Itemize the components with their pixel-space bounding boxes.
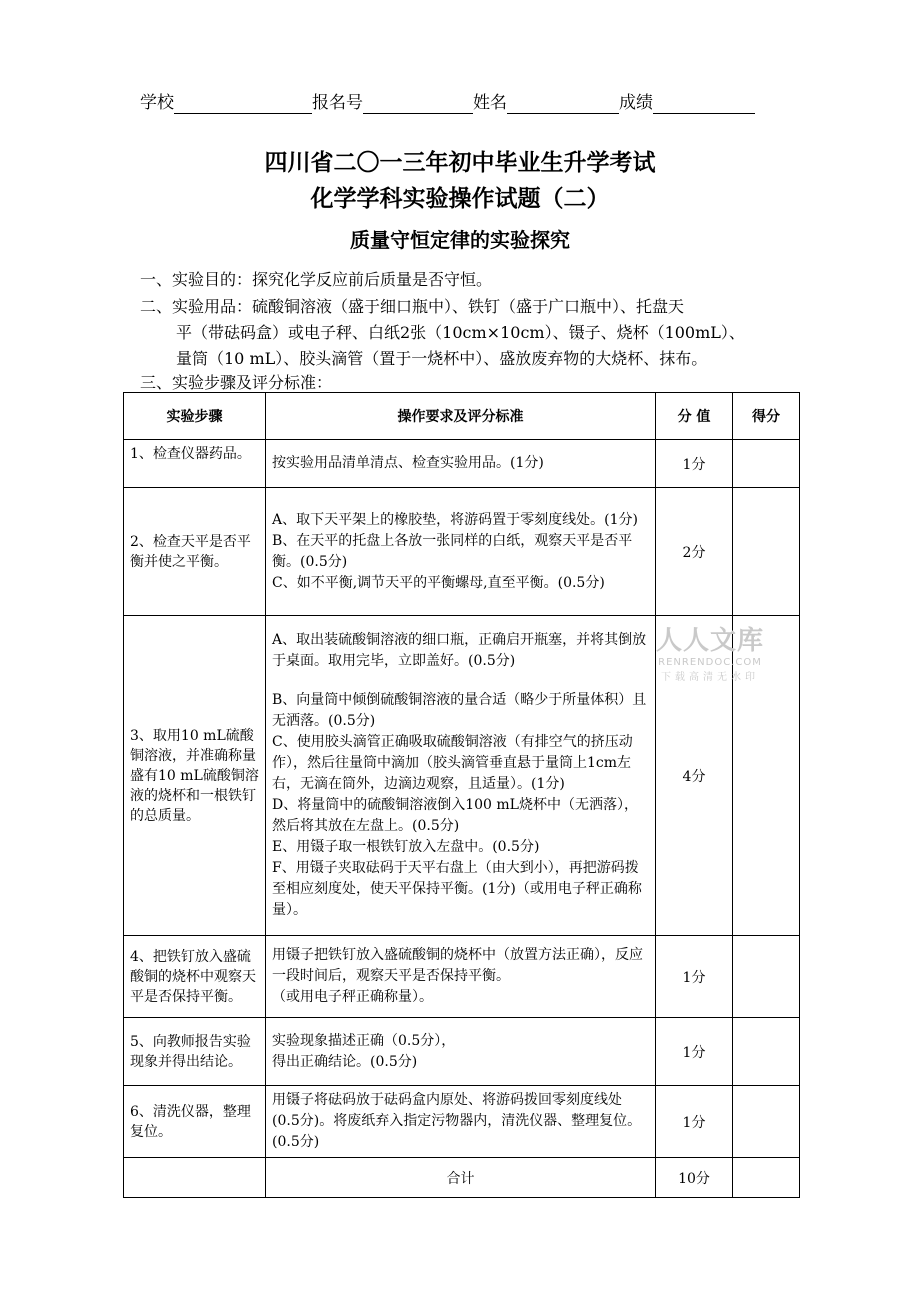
total-earned-cell[interactable]: [733, 1158, 800, 1198]
requirement-text: E、用镊子取一根铁钉放入左盘中。(0.5分): [272, 839, 540, 855]
requirement-text: B、在天平的托盘上各放一张同样的白纸，观察天平是否平衡。(0.5分): [272, 532, 633, 570]
requirement-text: 实验现象描述正确（0.5分），: [272, 1032, 456, 1049]
requirement-text: B、向量筒中倾倒硫酸铜溶液的量合适（略少于所量体积）且无洒落。(0.5分): [272, 692, 647, 729]
table-row: [124, 440, 800, 488]
table-row: [124, 1018, 800, 1086]
exam-subtitle: 化学学科实验操作试题（二）: [310, 186, 610, 212]
score-cell: 1分: [656, 936, 733, 1018]
requirement-text: 用镊子把铁钉放入盛硫酸铜的烧杯中（放置方法正确），反应一段时间后，观察天平是否保持平衡。: [272, 947, 643, 984]
score-cell: 1分: [656, 440, 733, 488]
total-score: 10分: [656, 1158, 733, 1198]
requirements-cell: [266, 1018, 656, 1086]
section-steps-heading: 三、实验步骤及评分标准：: [140, 373, 333, 392]
score-label: 成绩: [619, 93, 653, 113]
requirements-cell: [266, 1086, 656, 1158]
materials-line-1: 二、实验用品：硫酸铜溶液（盛于细口瓶中）、铁钉（盛于广口瓶中）、托盘天: [140, 297, 685, 316]
requirement-text: A、取出装硫酸铜溶液的细口瓶，正确启开瓶塞，并将其倒放于桌面。取用完毕，立即盖好。(0.5分): [272, 632, 647, 669]
name-label: 姓名: [473, 93, 507, 113]
materials-line-3: 量筒（10 mL）、胶头滴管（置于一烧杯中）、盛放废弃物的大烧杯、抹布。: [176, 349, 708, 368]
step-cell: 3、取用10 mL硫酸铜溶液，并准确称量盛有10 mL硫酸铜溶液的烧杯和一根铁钉的总质量。: [124, 616, 266, 936]
watermark: [640, 620, 780, 683]
total-label: 合计: [266, 1158, 656, 1198]
table-header-row: [124, 393, 800, 440]
experiment-title: 质量守恒定律的实验探究: [350, 228, 570, 252]
step-cell: 4、把铁钉放入盛硫酸铜的烧杯中观察天平是否保持平衡。: [124, 936, 266, 1018]
score-cell: 4分: [656, 616, 733, 936]
step-cell: 5、向教师报告实验现象并得出结论。: [124, 1018, 266, 1086]
watermark-title: 人人文库: [655, 626, 764, 656]
requirement-text: F、用镊子夹取砝码于天平右盘上（由大到小），再把游码拨至相应刻度处，使天平保持平衡。(1分)（或用电子秤正确称量）。: [272, 860, 642, 918]
registration-blank[interactable]: [363, 93, 473, 114]
requirements-cell: [266, 616, 656, 936]
earned-cell[interactable]: [733, 1018, 800, 1086]
earned-cell[interactable]: [733, 488, 800, 616]
header-requirements: 操作要求及评分标准: [266, 393, 656, 440]
requirement-text: A、取下天平架上的橡胶垫，将游码置于零刻度线处。(1分): [272, 511, 638, 528]
requirement-text: D、将量筒中的硫酸铜溶液倒入100 mL烧杯中（无洒落），然后将其放在左盘上。(0.5分): [272, 797, 638, 834]
header-step: 实验步骤: [124, 393, 266, 440]
exam-info-line: [140, 92, 780, 114]
earned-cell[interactable]: [733, 440, 800, 488]
requirements-cell: [266, 440, 656, 488]
materials-line-2: 平（带砝码盒）或电子秤、白纸2张（10cm×10cm）、镊子、烧杯（100mL）、: [176, 323, 745, 342]
requirement-text: （或用电子秤正确称量）。: [272, 989, 433, 1005]
score-cell: 1分: [656, 1018, 733, 1086]
scoring-table: [123, 392, 800, 1198]
step-cell: 2、检查天平是否平衡并使之平衡。: [124, 488, 266, 616]
earned-cell[interactable]: [733, 1086, 800, 1158]
requirements-cell: [266, 936, 656, 1018]
requirement-text: C、使用胶头滴管正确吸取硫酸铜溶液（有排空气的挤压动作），然后往量筒中滴加（胶头滴管垂直悬于量筒上1cm左右，无滴在筒外，边滴边观察，且适量）。(1分): [272, 734, 633, 792]
total-row: [124, 1158, 800, 1198]
requirement-text: C、如不平衡,调节天平的平衡螺母,直至平衡。(0.5分): [272, 574, 605, 591]
step-cell: 1、检查仪器药品。: [124, 440, 266, 488]
requirement-text: 按实验用品清单清点、检查实验用品。(1分): [272, 455, 544, 471]
section-materials: [140, 294, 800, 372]
name-blank[interactable]: [507, 93, 619, 114]
section-purpose: 一、实验目的：探究化学反应前后质量是否守恒。: [140, 270, 493, 289]
watermark-tagline: 下载高清无水印: [661, 672, 759, 683]
step-cell: 6、清洗仪器，整理复位。: [124, 1086, 266, 1158]
requirement-text: 用镊子将砝码放于砝码盒内原处、将游码拨回零刻度线处(0.5分)。将废纸弃入指定污物器内，清洗仪器、整理复位。(0.5分): [272, 1092, 642, 1150]
score-blank[interactable]: [653, 93, 755, 114]
header-score: 分 值: [656, 393, 733, 440]
requirement-text: 得出正确结论。(0.5分): [272, 1053, 418, 1070]
school-blank[interactable]: [174, 93, 312, 114]
requirements-cell: [266, 488, 656, 616]
total-empty-cell: [124, 1158, 266, 1198]
watermark-domain: RENRENDOC.COM: [658, 657, 762, 668]
earned-cell[interactable]: [733, 936, 800, 1018]
table-row: [124, 936, 800, 1018]
registration-label: 报名号: [312, 93, 363, 113]
table-row: [124, 488, 800, 616]
score-cell: 1分: [656, 1086, 733, 1158]
school-label: 学校: [140, 93, 174, 113]
score-cell: 2分: [656, 488, 733, 616]
table-row: [124, 1086, 800, 1158]
header-earned: 得分: [733, 393, 800, 440]
exam-title: 四川省二〇一三年初中毕业生升学考试: [264, 150, 656, 176]
